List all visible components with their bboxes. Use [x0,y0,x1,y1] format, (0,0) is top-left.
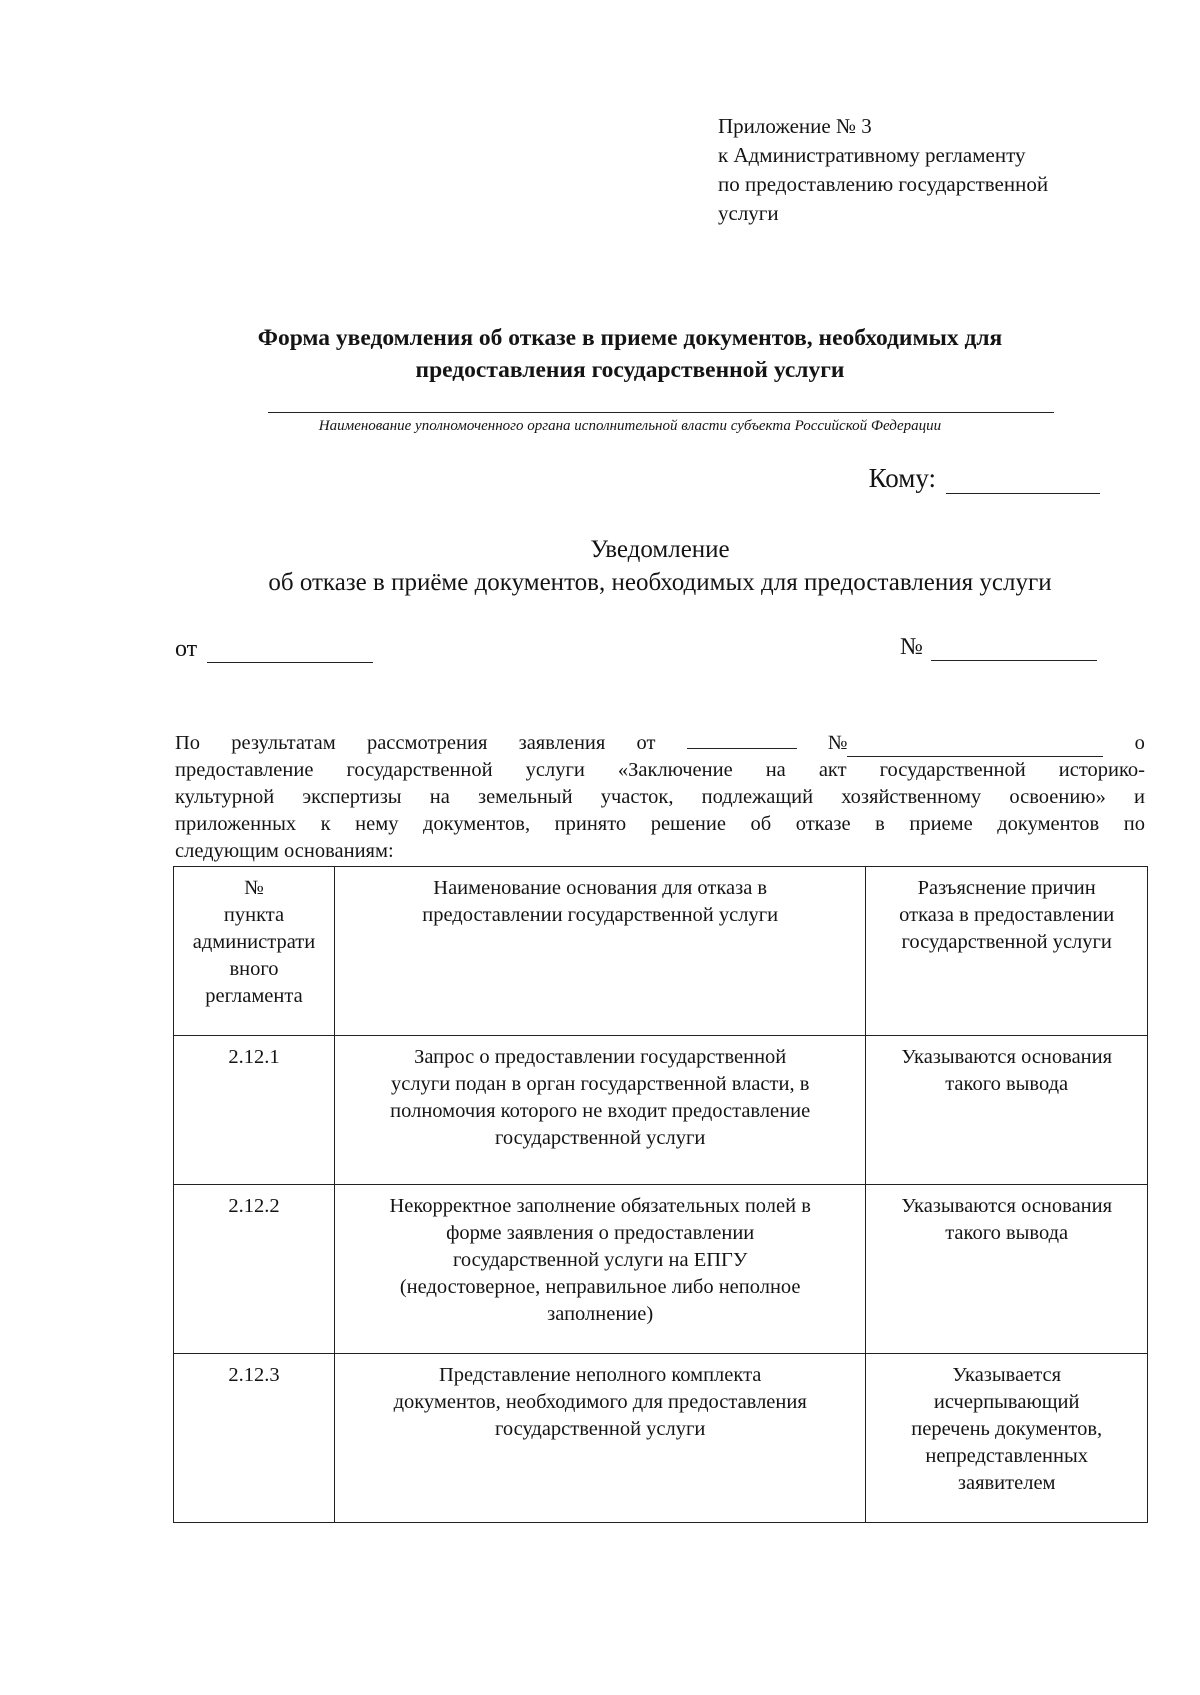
cell-text: документов, необходимого для предоставления [393,1391,807,1413]
date-label: от [175,636,198,662]
recipient-label: Кому: [868,463,936,493]
header-text: № [244,877,264,899]
cell-text: непредставленных [925,1445,1089,1467]
cell-text: Запрос о предоставлении государственной [414,1046,787,1068]
header-text: государственной услуги [901,931,1112,953]
header-text: Наименование основания для отказа в [433,877,768,899]
cell-text: Указываются основания [901,1195,1113,1217]
number-row [900,634,1097,661]
body-word: результатам [231,732,336,754]
cell-text: государственной услуги на ЕПГУ [452,1249,748,1271]
cell-reason [334,1185,865,1354]
application-number-label: № [827,732,848,754]
cell-text: Указывается [952,1364,1062,1386]
cell-text: заполнение) [547,1303,654,1325]
header-cell-reason [334,867,865,1036]
date-blank [207,638,373,663]
table-row [174,1354,1148,1523]
table-row [174,1036,1148,1185]
appendix-line: Приложение № 3 [718,114,872,138]
cell-text: форме заявления о предоставлении [446,1222,755,1244]
cell-text: (недостоверное, неправильное либо неполное [399,1276,801,1298]
notice-title: Уведомление [590,536,730,563]
cell-explanation [866,1354,1148,1523]
refusal-reasons-table [173,866,1148,1523]
cell-text: полномочия которого не входит предоставление [390,1100,811,1122]
header-text: Разъяснение причин [917,877,1096,899]
cell-text: перечень документов, [911,1418,1103,1440]
header-text: отказа в предоставлении [899,904,1115,926]
application-number-group [828,730,1104,757]
cell-number: 2.12.3 [174,1354,335,1523]
form-title-line: предоставления государственной услуги [415,357,845,383]
cell-text: Представление неполного комплекта [438,1364,762,1386]
body-word: заявления [518,732,606,754]
cell-number: 2.12.2 [174,1185,335,1354]
body-line: следующим основаниям: [175,840,394,862]
cell-text: такого вывода [945,1073,1069,1095]
header-text: вного [229,958,279,980]
header-cell-explanation [866,867,1148,1036]
body-word: о [1134,732,1145,754]
form-title [150,322,1110,386]
table-header-row [174,867,1148,1036]
body-word: рассмотрения [366,732,488,754]
cell-text: Некорректное заполнение обязательных полей в [389,1195,811,1217]
cell-number: 2.12.1 [174,1036,335,1185]
application-date-blank [687,730,797,749]
cell-text: заявителем [957,1472,1056,1494]
appendix-line: услуги [718,201,779,225]
cell-text: государственной услуги [494,1127,706,1149]
cell-text: такого вывода [945,1222,1069,1244]
authority-blank-line [268,412,1054,413]
number-label: № [900,634,923,660]
header-text: пункта [223,904,285,926]
body-paragraph [175,730,1145,865]
cell-reason [334,1036,865,1185]
authority-caption: Наименование уполномоченного органа исполнительной власти субъекта Российской Федерации [318,418,942,434]
header-text: предоставлении государственной услуги [422,904,779,926]
body-line: предоставление государственной услуги «Заключение на акт государственной историко- [175,759,1145,781]
application-number-blank [847,738,1103,757]
body-word: По [175,732,201,754]
appendix-header [718,112,1118,228]
cell-text: Указываются основания [901,1046,1113,1068]
cell-text: исчерпывающий [933,1391,1080,1413]
cell-explanation [866,1036,1148,1185]
cell-explanation [866,1185,1148,1354]
header-text: регламента [205,985,303,1007]
header-cell-number [174,867,335,1036]
number-blank [931,636,1097,661]
body-line: приложенных к нему документов, принято решение об отказе в приеме документов по [175,813,1145,835]
appendix-line: по предоставлению государственной [718,172,1049,196]
cell-text: государственной услуги [494,1418,706,1440]
cell-text: услуги подан в орган государственной власти, в [390,1073,810,1095]
body-line: культурной экспертизы на земельный участок, подлежащий хозяйственному освоению» и [175,786,1145,808]
table-row [174,1185,1148,1354]
form-title-line: Форма уведомления об отказе в приеме документов, необходимых для [257,325,1003,351]
body-word: от [636,732,656,754]
appendix-line: к Административному регламенту [718,143,1026,167]
notice-subtitle: об отказе в приёме документов, необходимых для предоставления услуги [268,569,1052,596]
recipient-blank [946,465,1100,494]
header-text: администрати [192,931,316,953]
recipient-row [869,463,1100,494]
date-row [175,636,373,663]
cell-reason [334,1354,865,1523]
body-line [175,730,1145,757]
